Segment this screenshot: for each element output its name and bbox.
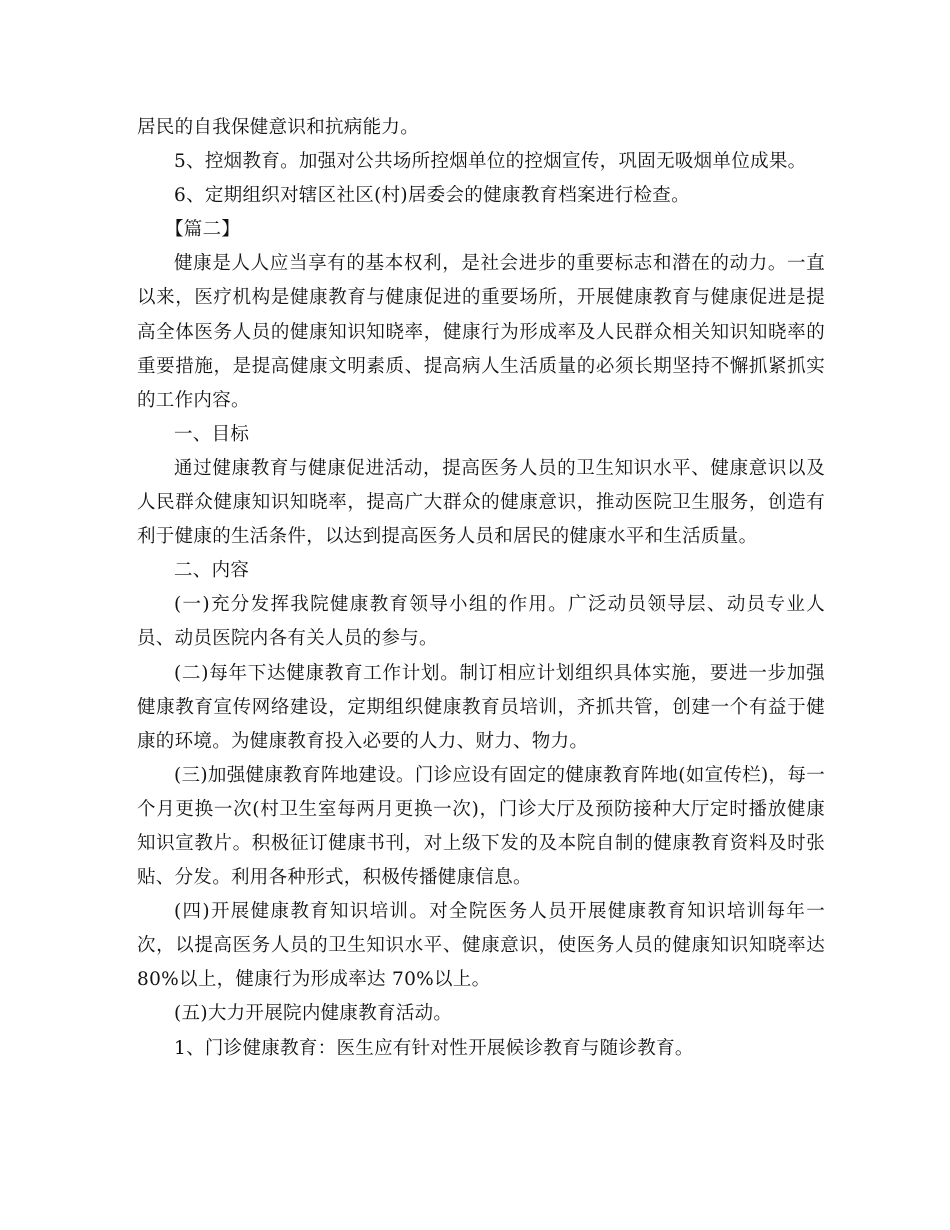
paragraph-goal: 通过健康教育与健康促进活动，提高医务人员的卫生知识水平、健康意识以及人民群众健康知识知晓率，提高广大群众的健康意识，推动医院卫生服务，创造有利于健康的生活条件，以达到提高医务人员和居民的健康水平和生活质量。 [137, 457, 825, 548]
heading-content: 二、内容 [174, 560, 250, 582]
heading-goal: 一、目标 [174, 423, 250, 445]
paragraph-item-5: 5、控烟教育。加强对公共场所控烟单位的控烟宣传，巩固无吸烟单位成果。 [174, 151, 807, 173]
paragraph-content-2: (二)每年下达健康教育工作计划。制订相应计划组织具体实施，要进一步加强健康教育宣传网络建设，定期组织健康教育员培训，齐抓共管，创建一个有益于健康的环境。为健康教育投入必要的人力、财力、物力。 [137, 662, 825, 752]
section-heading: 【篇二】 [165, 219, 241, 241]
paragraph-intro: 健康是人人应当享有的基本权利，是社会进步的重要标志和潜在的动力。一直以来，医疗机构是健康教育与健康促进的重要场所，开展健康教育与健康促进是提高全体医务人员的健康知识知晓率，健康行为形成率及人民群众相关知识知晓率的重要措施，是提高健康文明素质、提高病人生活质量的必须长期坚持不懈抓紧抓实的工作内容。 [137, 253, 825, 411]
paragraph-item-6: 6、定期组织对辖区社区(村)居委会的健康教育档案进行检查。 [174, 185, 690, 207]
paragraph-content-4: (四)开展健康教育知识培训。对全院医务人员开展健康教育知识培训每年一次，以提高医务人员的卫生知识水平、健康意识，使医务人员的健康知识知晓率达 80%以上，健康行为形成率达 70%以上。 [137, 901, 825, 991]
document-body [137, 111, 825, 1066]
paragraph-continuation: 居民的自我保健意识和抗病能力。 [137, 117, 420, 138]
paragraph-outpatient: 1、门诊健康教育：医生应有针对性开展候诊教育与随诊教育。 [174, 1037, 694, 1059]
paragraph-content-3: (三)加强健康教育阵地建设。门诊应设有固定的健康教育阵地(如宣传栏)，每一个月更换一次(村卫生室每两月更换一次)，门诊大厅及预防接种大厅定时播放健康知识宣教片。积极征订健康书刊，对上级下发的及本院自制的健康教育资料及时张贴、分发。利用各种形式，积极传播健康信息。 [137, 764, 825, 889]
paragraph-content-5: (五)大力开展院内健康教育活动。 [174, 1003, 453, 1025]
paragraph-content-1: (一)充分发挥我院健康教育领导小组的作用。广泛动员领导层、动员专业人员、动员医院内各有关人员的参与。 [137, 594, 825, 650]
